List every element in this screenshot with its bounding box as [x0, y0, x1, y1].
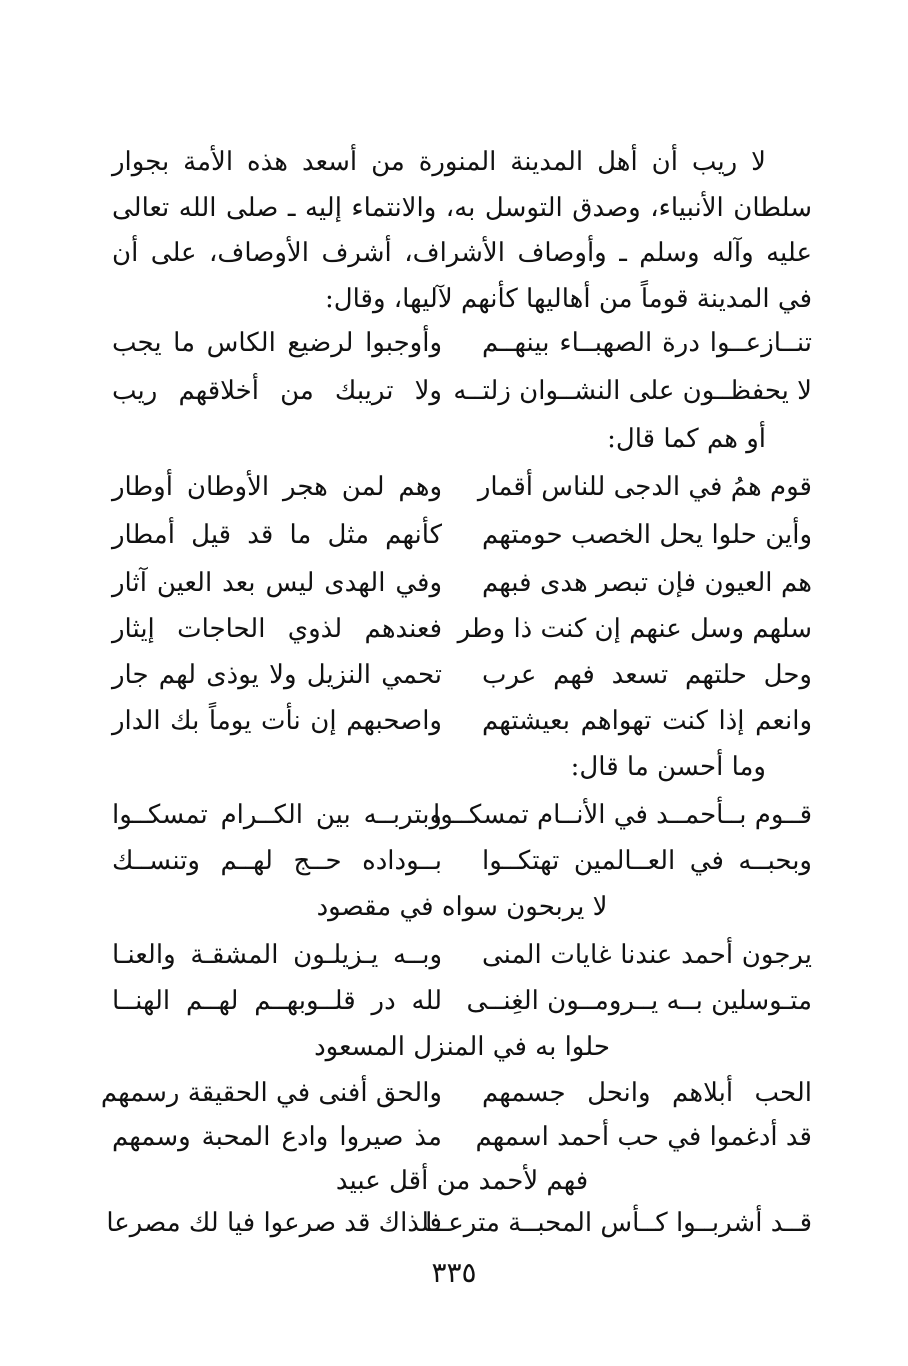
- verse-first-hemistich: لا يحفظــون على النشــوان زلتــه: [453, 376, 812, 406]
- verse-second-hemistich: لله در قلــوبهــم لهــم الهنــا: [112, 986, 442, 1016]
- verse-second-hemistich: وهم لمن هجر الأوطان أوطار: [112, 472, 442, 502]
- verse-second-hemistich: ولا تريبك من أخلاقهم ريب: [112, 376, 442, 406]
- verse-line: [106, 1198, 812, 1248]
- verse-line: [112, 976, 812, 1026]
- verse-line: [112, 366, 812, 416]
- verse-second-hemistich: وفي الهدى ليس بعد العين آثار: [112, 568, 442, 598]
- verse-line: [112, 790, 812, 840]
- verse-first-hemistich: قوم همُ في الدجى للناس أقمار: [477, 472, 812, 502]
- intro-line: أو هم كما قال:: [607, 424, 766, 454]
- opening-paragraph: لا ريب أن أهل المدينة المنورة من أسعد هذه الأمة بجوار سلطان الأنبياء، وصدق التوسل به، والانتماء إليه ـ صلى الله تعالى عليه وآله وسلم ـ وأوصاف الأشراف، أشرف الأوصاف، على أن في المدينة قوماً من أهاليها كأنهم لآليها، وقال:: [112, 147, 812, 314]
- verse-second-hemistich: فلذاك قد صرعوا فيا لك مصرعا: [106, 1208, 442, 1238]
- refrain-line: فهم لأحمد من أقل عبيد: [335, 1166, 589, 1196]
- verse-first-hemistich: وأين حلوا يحل الخصب حومتهم: [482, 520, 812, 550]
- verse-second-hemistich: وبتربــه بين الكــرام تمسكــوا: [112, 800, 442, 830]
- verse-second-hemistich: بــوداده حــج لهــم وتنســك: [112, 846, 442, 876]
- verse-second-hemistich: والحق أفنى في الحقيقة رسمهم: [100, 1078, 442, 1108]
- verse-line: [112, 650, 812, 700]
- verse-line: [112, 1112, 812, 1162]
- intro-line: وما أحسن ما قال:: [570, 752, 766, 782]
- verse-second-hemistich: وبــه يـزيلـون المشقـة والعنـا: [112, 940, 442, 970]
- verse-second-hemistich: كأنهم مثل ما قد قيل أمطار: [112, 520, 442, 550]
- verse-first-hemistich: قــوم بــأحمــد في الأنــام تمسكــوا: [433, 800, 812, 830]
- verse-first-hemistich: الحب أبلاهم وانحل جسمهم: [482, 1078, 812, 1108]
- verse-line: [112, 318, 812, 368]
- verse-second-hemistich: مذ صيروا وادع المحبة وسمهم: [112, 1122, 442, 1152]
- verse-line: [112, 558, 812, 608]
- verse-first-hemistich: متـوسلين بــه يــرومــون الغِنــى: [466, 986, 812, 1016]
- verse-line: [112, 930, 812, 980]
- verse-second-hemistich: وأوجبوا لرضيع الكاس ما يجب: [112, 328, 442, 358]
- verse-line: [112, 604, 812, 654]
- verse-first-hemistich: قــد أشربــوا كــأس المحبــة مترعــا: [425, 1208, 812, 1238]
- verse-line: [112, 462, 812, 512]
- verse-line: [112, 836, 812, 886]
- verse-first-hemistich: هم العيون فإن تبصر هدى فبهم: [482, 568, 812, 598]
- refrain-line: حلوا به في المنزل المسعود: [314, 1032, 610, 1062]
- refrain-line: لا يربحون سواه في مقصود: [316, 892, 608, 922]
- verse-first-hemistich: تنــازعــوا درة الصهبــاء بينهــم: [482, 328, 812, 358]
- page-number: ٣٣٥: [431, 1256, 477, 1289]
- verse-second-hemistich: فعندهم لذوي الحاجات إيثار: [112, 614, 442, 644]
- verse-first-hemistich: وبحبــه في العــالمين تهتكــوا: [482, 846, 812, 876]
- verse-line: [112, 510, 812, 560]
- verse-first-hemistich: قد أدغموا في حب أحمد اسمهم: [475, 1122, 812, 1152]
- verse-line: [112, 696, 812, 746]
- verse-first-hemistich: يرجون أحمد عندنا غايات المنى: [482, 940, 812, 970]
- verse-first-hemistich: سلهم وسل عنهم إن كنت ذا وطر: [457, 614, 812, 644]
- verse-first-hemistich: وحل حلتهم تسعد فهم عرب: [482, 660, 812, 690]
- verse-first-hemistich: وانعم إذا كنت تهواهم بعيشتهم: [482, 706, 812, 736]
- verse-second-hemistich: واصحبهم إن نأت يوماً بك الدار: [112, 706, 442, 736]
- verse-line: [100, 1068, 812, 1118]
- verse-second-hemistich: تحمي النزيل ولا يوذى لهم جار: [112, 660, 442, 690]
